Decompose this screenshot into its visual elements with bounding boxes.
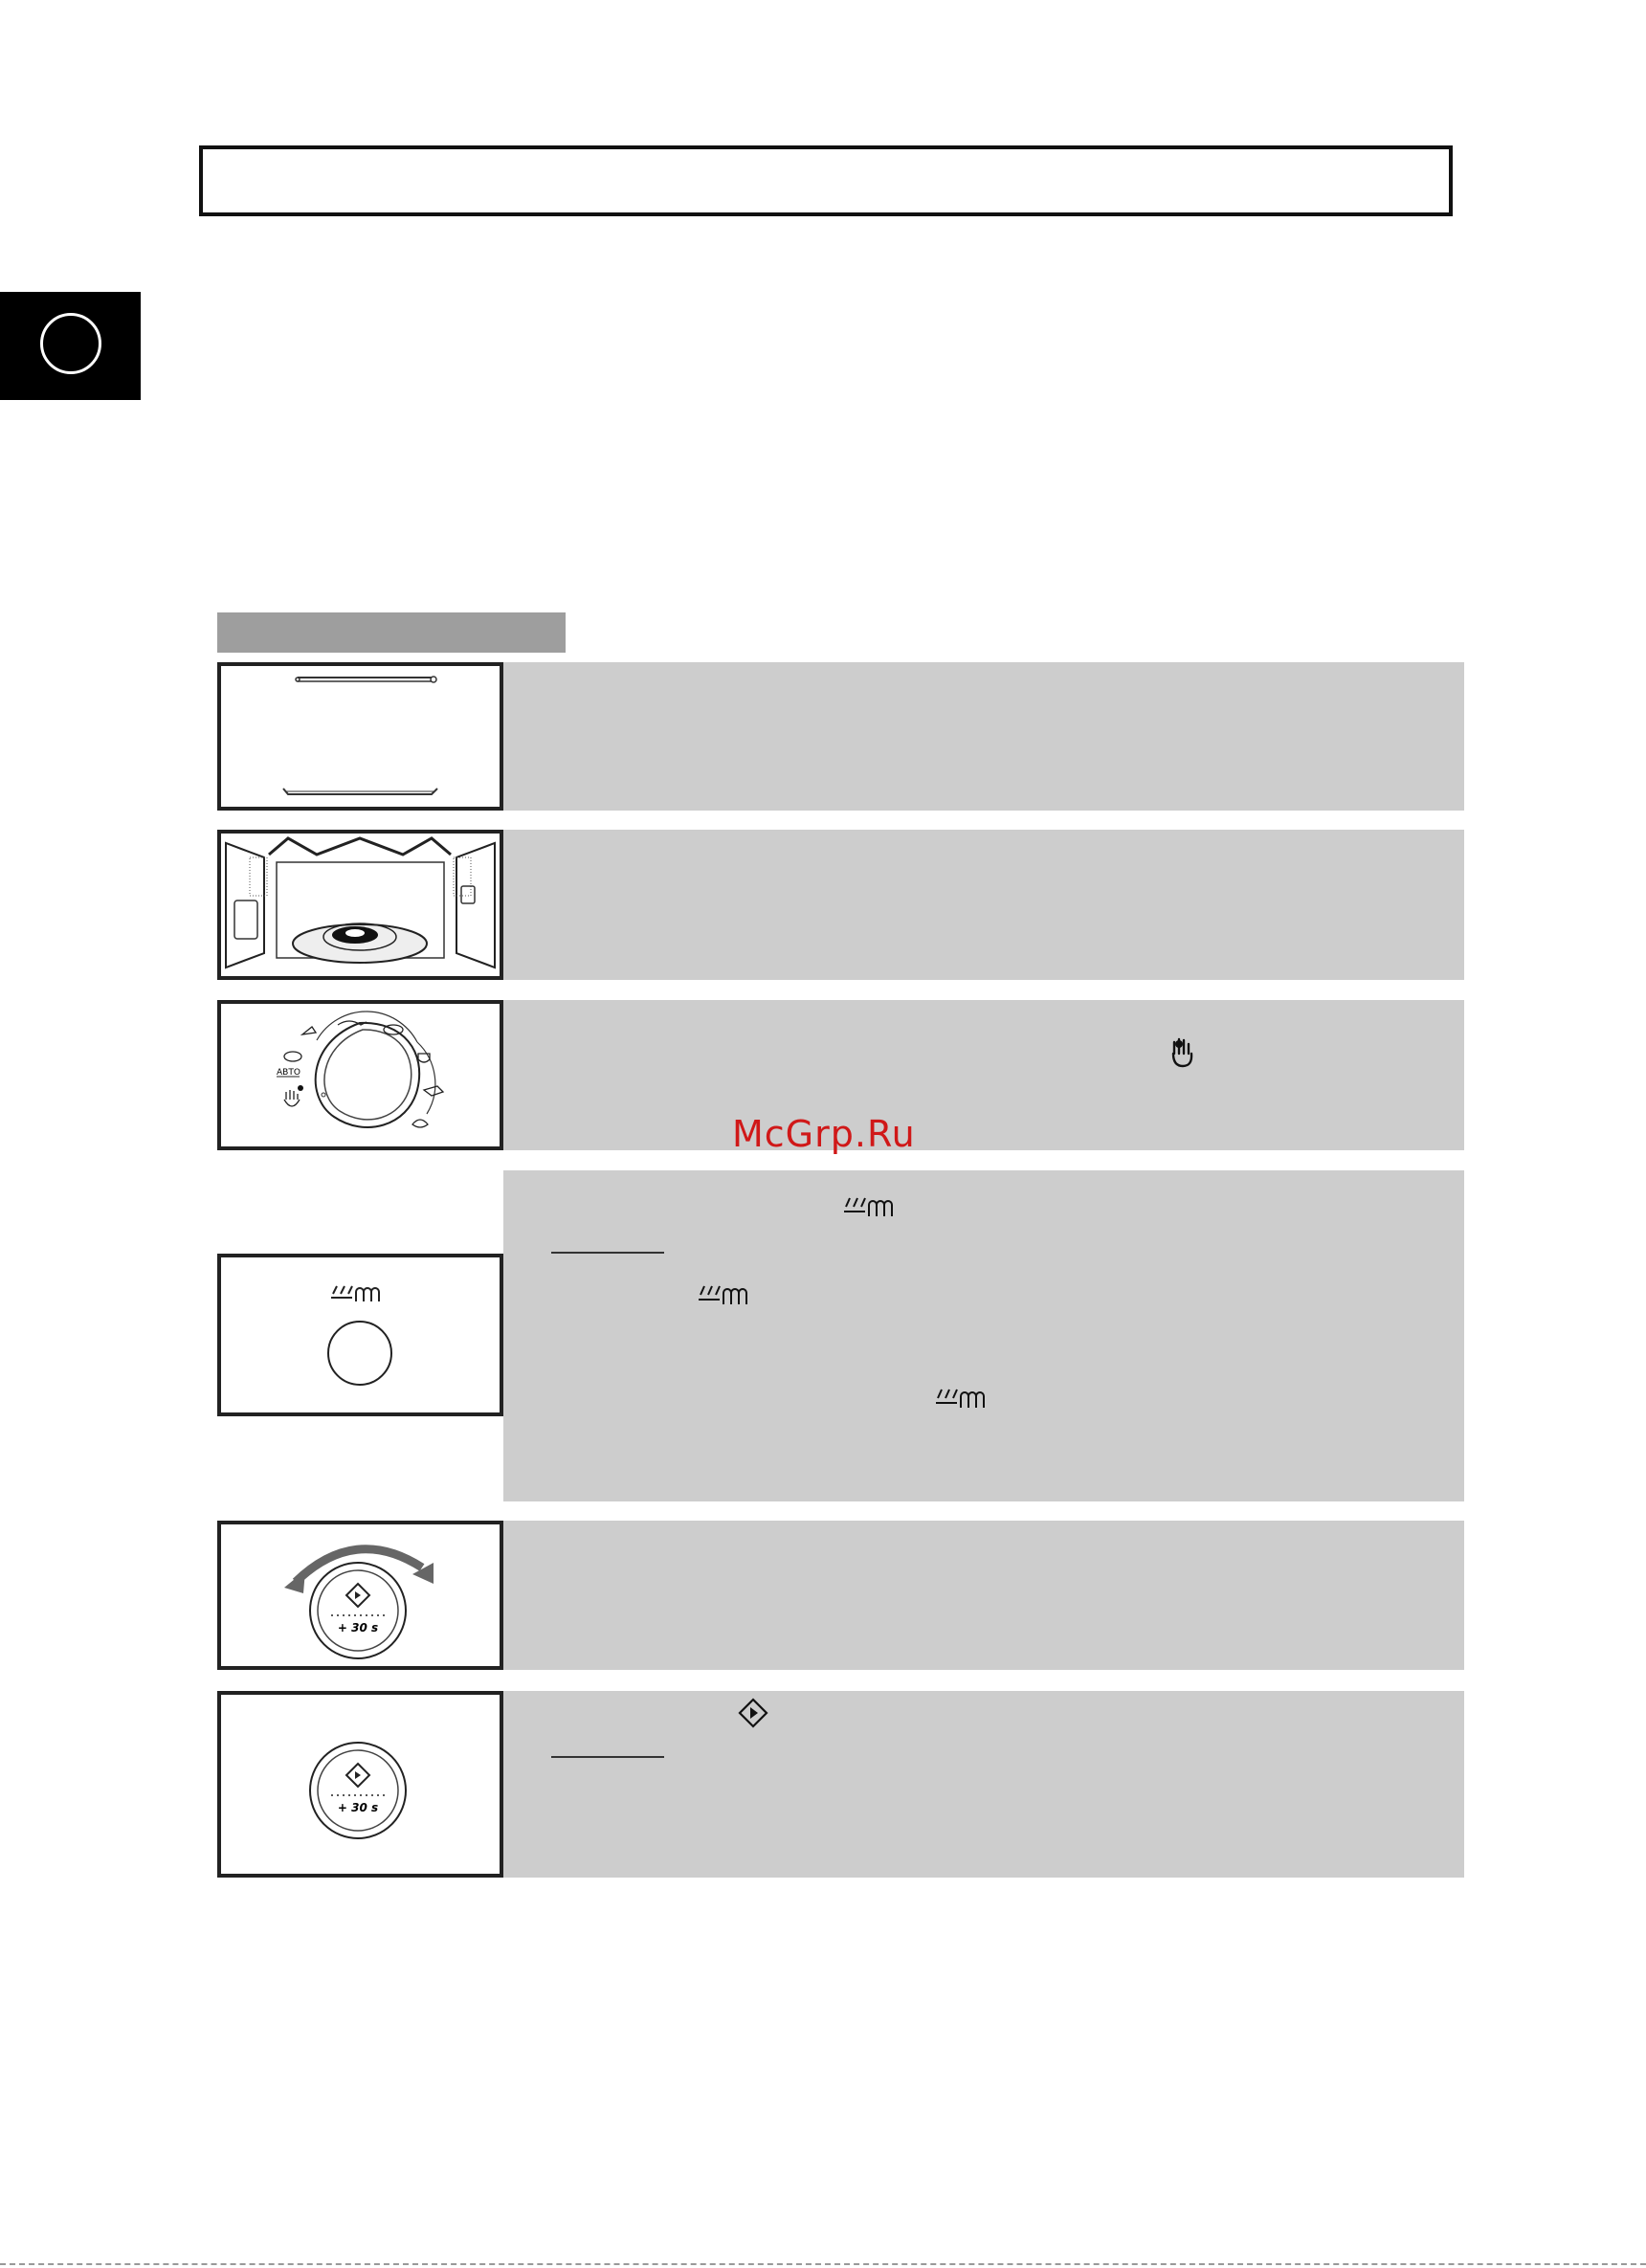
grill-combi-icon (936, 1387, 990, 1412)
grill-combi-button-drawing (217, 1254, 503, 1416)
step-6-text-panel (503, 1691, 1464, 1878)
start-button-drawing (217, 1691, 503, 1878)
grill-combi-icon (699, 1283, 752, 1308)
manual-hand-icon (1166, 1034, 1200, 1069)
step-3-text-panel (503, 1000, 1464, 1150)
oven-rack-drawing (217, 662, 503, 811)
section-header-bar (217, 612, 566, 653)
note-underline (551, 1756, 664, 1758)
dial-auto-label: АВТО (277, 1068, 300, 1078)
start-plus-30s-label: + 30 s (337, 1801, 379, 1814)
start-diamond-icon (737, 1697, 769, 1729)
rotary-knob-drawing (217, 1521, 503, 1670)
step-4-text-panel (503, 1170, 1464, 1501)
bottom-divider (0, 2263, 1646, 2268)
language-circle-icon (40, 313, 101, 374)
step-5-text-panel (503, 1521, 1464, 1670)
oven-interior-drawing (217, 830, 503, 980)
grill-combi-icon (844, 1195, 898, 1220)
step-2-text-panel (503, 830, 1464, 980)
note-underline (551, 1252, 664, 1254)
language-tab (0, 292, 141, 400)
page-title-frame (199, 145, 1453, 216)
step-1-text-panel (503, 662, 1464, 811)
watermark: McGrp.Ru (732, 1113, 916, 1155)
knob-plus-30s-label: + 30 s (337, 1621, 379, 1634)
mode-dial-drawing (217, 1000, 503, 1150)
